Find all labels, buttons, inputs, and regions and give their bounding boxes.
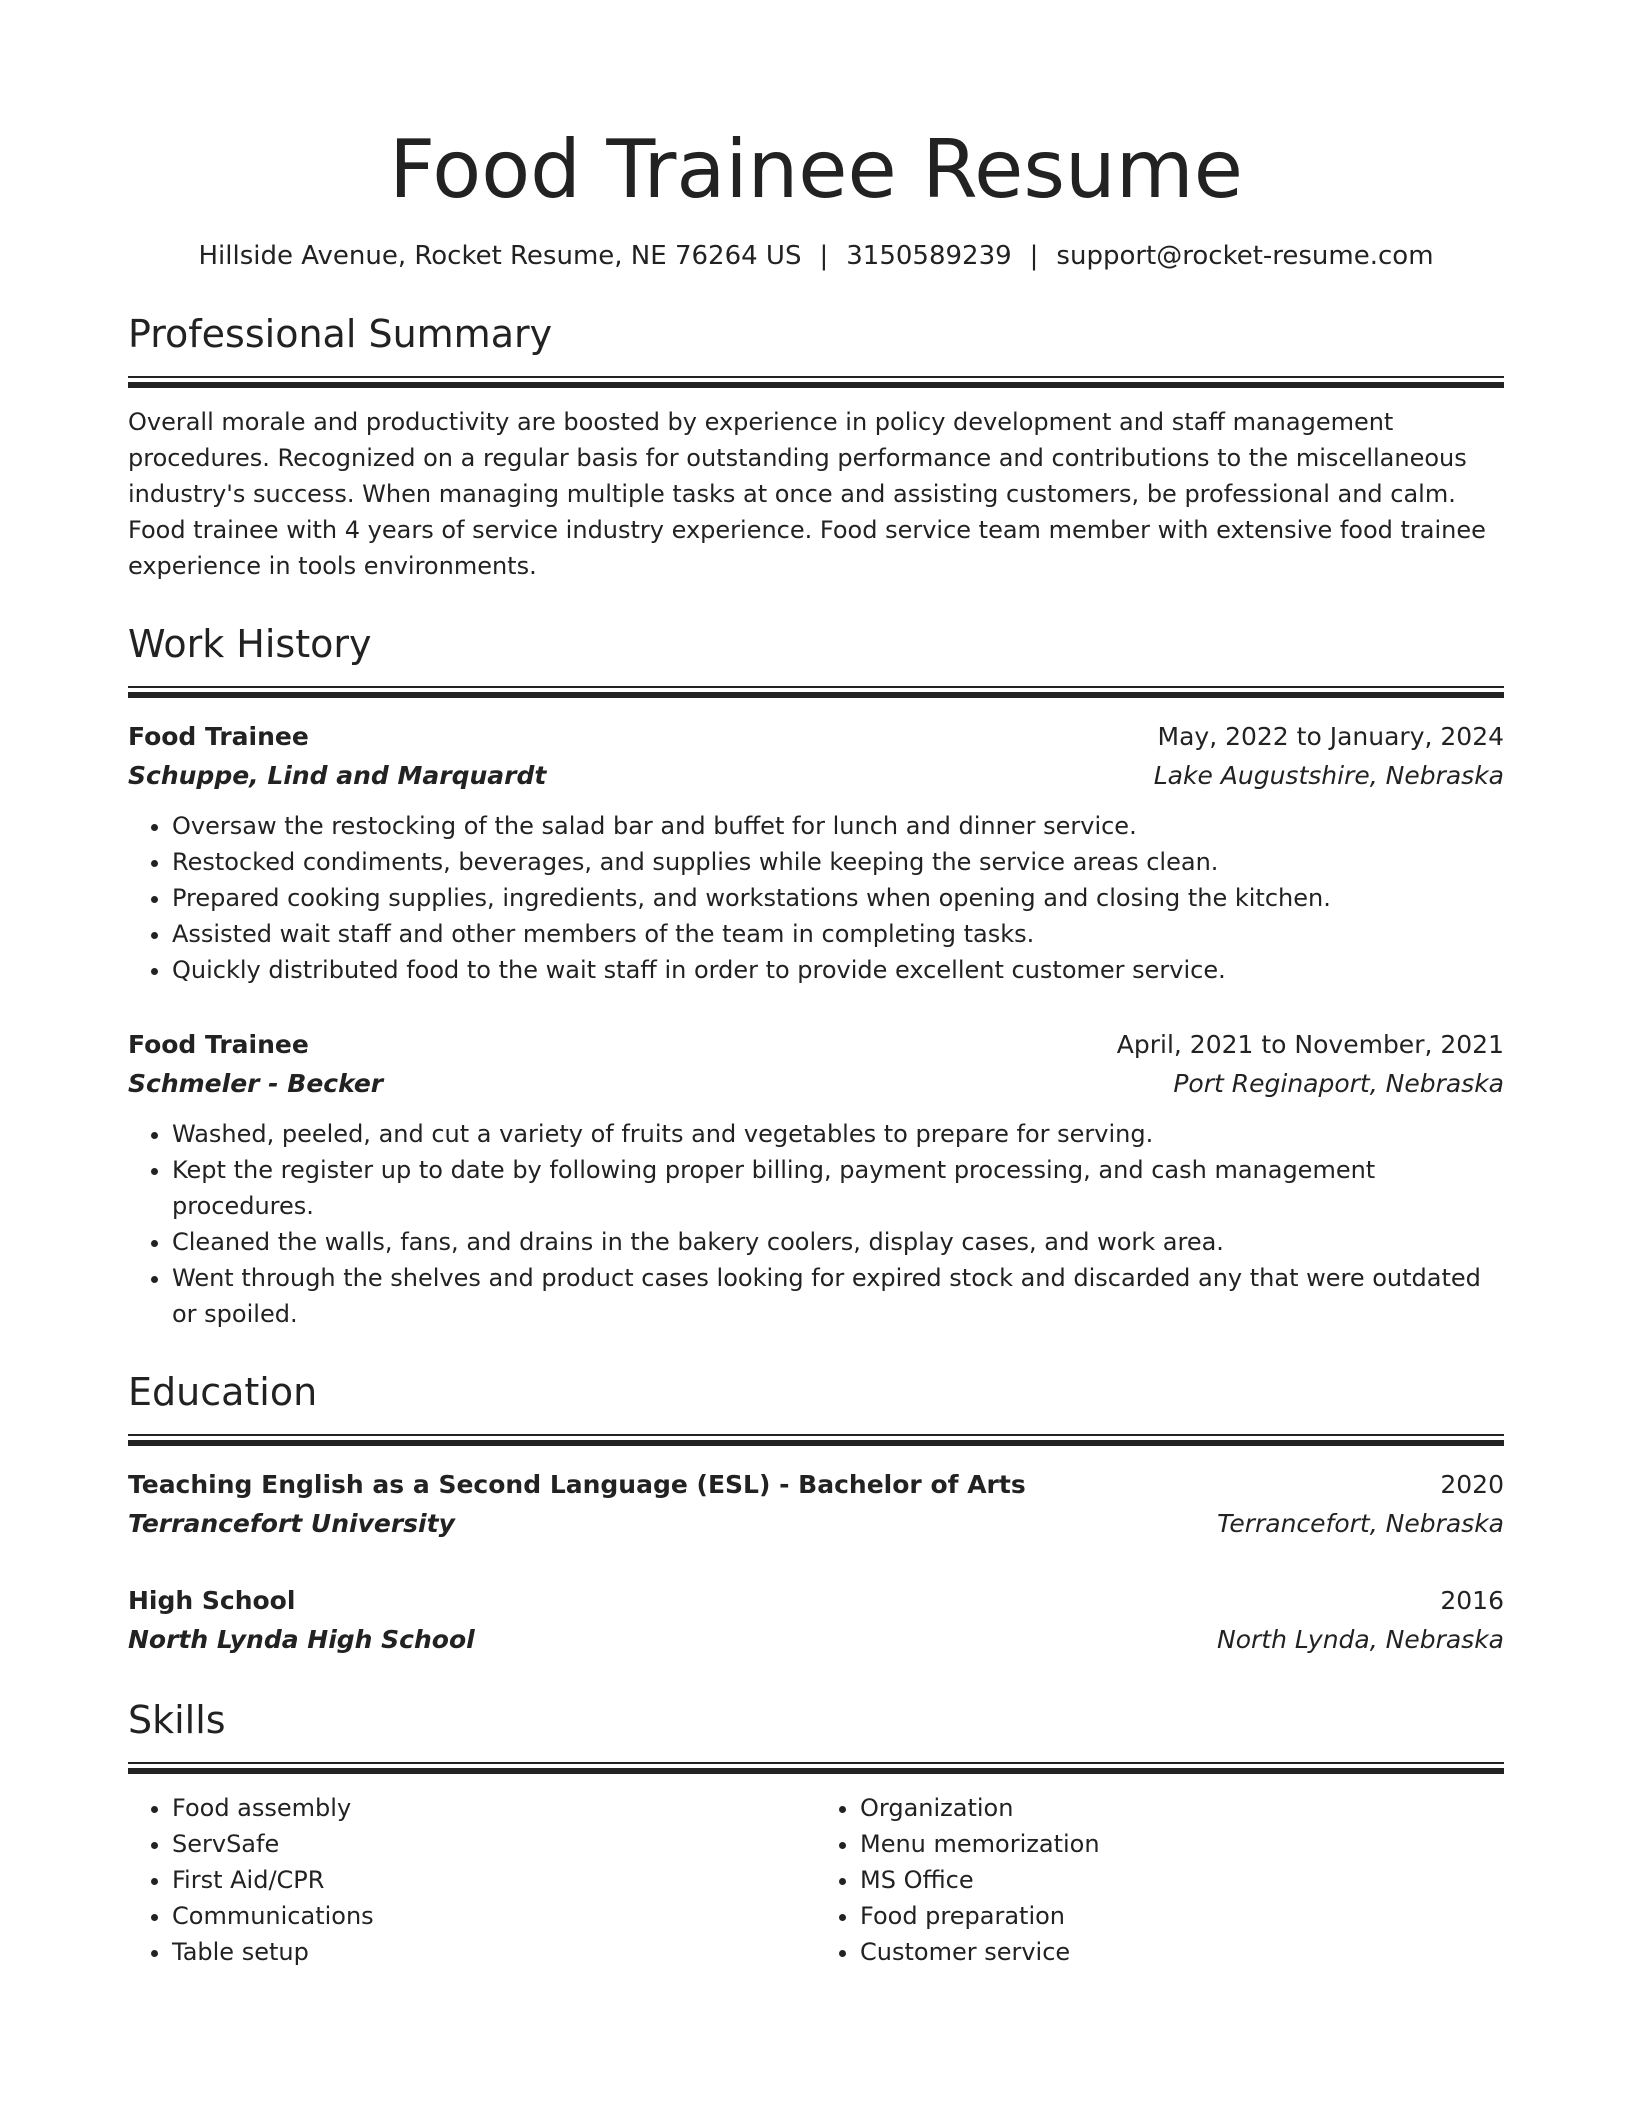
job-dates: May, 2022 to January, 2024 [1157, 722, 1504, 751]
education-entry [128, 1466, 1504, 1544]
skill-item: • Communications [172, 1898, 816, 1934]
job-company: Schuppe, Lind and Marquardt [128, 761, 547, 790]
job-duties-list [128, 808, 1504, 988]
education-year: 2020 [1440, 1470, 1504, 1499]
skill-item: • Menu memorization [860, 1826, 1504, 1862]
education-school: Terrancefort University [128, 1509, 455, 1538]
section-heading: Professional Summary [128, 312, 553, 356]
skill-item: • MS Office [860, 1862, 1504, 1898]
section-divider [128, 1762, 1504, 1774]
section-heading: Skills [128, 1698, 226, 1742]
contact-address: Hillside Avenue, Rocket Resume, NE 76264 US [198, 241, 802, 271]
job-entry [128, 718, 1504, 988]
resume-title: Food Trainee Resume [389, 123, 1243, 216]
education-year: 2016 [1440, 1586, 1504, 1615]
job-duty: • Assisted wait staff and other members of the team in completing tasks. [172, 916, 1504, 952]
skill-item: • ServSafe [172, 1826, 816, 1862]
summary-section [128, 310, 1504, 584]
skills-columns [128, 1790, 1504, 1970]
job-duty: • Prepared cooking supplies, ingredients, and workstations when opening and closing the kitchen. [172, 880, 1504, 916]
education-section [128, 1368, 1504, 1660]
job-title: Food Trainee [128, 722, 309, 751]
work-history-section [128, 620, 1504, 1332]
education-degree: Teaching English as a Second Language (ESL) - Bachelor of Arts [128, 1470, 1026, 1499]
skills-list-left [128, 1790, 816, 1970]
section-heading: Education [128, 1370, 318, 1414]
contact-line [128, 238, 1504, 274]
contact-email: support@rocket-resume.com [1056, 241, 1434, 271]
skill-item: • Food assembly [172, 1790, 816, 1826]
summary-text: Overall morale and productivity are boosted by experience in policy development and staff management procedures. Recognized on a regular basis for outstanding performance and contributions to the miscellaneous industry's success. When managing multiple tasks at once and assisting customers, be professional and calm. Food trainee with 4 years of service industry experience. Food service team member with extensive food trainee experience in tools environments. [128, 408, 1486, 580]
job-duty: • Kept the register up to date by following proper billing, payment processing, and cash management procedures. [172, 1152, 1504, 1224]
section-divider [128, 1434, 1504, 1446]
job-duty: • Oversaw the restocking of the salad bar and buffet for lunch and dinner service. [172, 808, 1504, 844]
job-company: Schmeler - Becker [128, 1069, 384, 1098]
job-duty: • Restocked condiments, beverages, and supplies while keeping the service areas clean. [172, 844, 1504, 880]
skills-section [128, 1696, 1504, 1970]
contact-separator: | [819, 241, 829, 271]
contact-separator: | [1029, 241, 1039, 271]
job-location: Port Reginaport, Nebraska [1173, 1069, 1504, 1098]
education-location: North Lynda, Nebraska [1217, 1625, 1504, 1654]
skill-item: • Food preparation [860, 1898, 1504, 1934]
resume-page [128, 0, 1504, 1970]
education-degree: High School [128, 1586, 296, 1615]
job-title: Food Trainee [128, 1030, 309, 1059]
skills-list-right [816, 1790, 1504, 1970]
section-divider [128, 376, 1504, 388]
job-duty: • Quickly distributed food to the wait staff in order to provide excellent customer service. [172, 952, 1504, 988]
education-location: Terrancefort, Nebraska [1217, 1509, 1504, 1538]
section-heading: Work History [128, 622, 372, 666]
job-entry [128, 1026, 1504, 1332]
job-location: Lake Augustshire, Nebraska [1153, 761, 1504, 790]
job-duty: • Washed, peeled, and cut a variety of fruits and vegetables to prepare for serving. [172, 1116, 1504, 1152]
job-dates: April, 2021 to November, 2021 [1116, 1030, 1504, 1059]
job-duty: • Went through the shelves and product cases looking for expired stock and discarded any that were outdated or spoiled. [172, 1260, 1504, 1332]
skill-item: • Organization [860, 1790, 1504, 1826]
section-divider [128, 686, 1504, 698]
education-school: North Lynda High School [128, 1625, 475, 1654]
skill-item: • Customer service [860, 1934, 1504, 1970]
job-duties-list [128, 1116, 1504, 1332]
skill-item: • First Aid/CPR [172, 1862, 816, 1898]
job-duty: • Cleaned the walls, fans, and drains in the bakery coolers, display cases, and work area. [172, 1224, 1504, 1260]
contact-phone: 3150589239 [846, 241, 1012, 271]
education-entry [128, 1582, 1504, 1660]
skill-item: • Table setup [172, 1934, 816, 1970]
